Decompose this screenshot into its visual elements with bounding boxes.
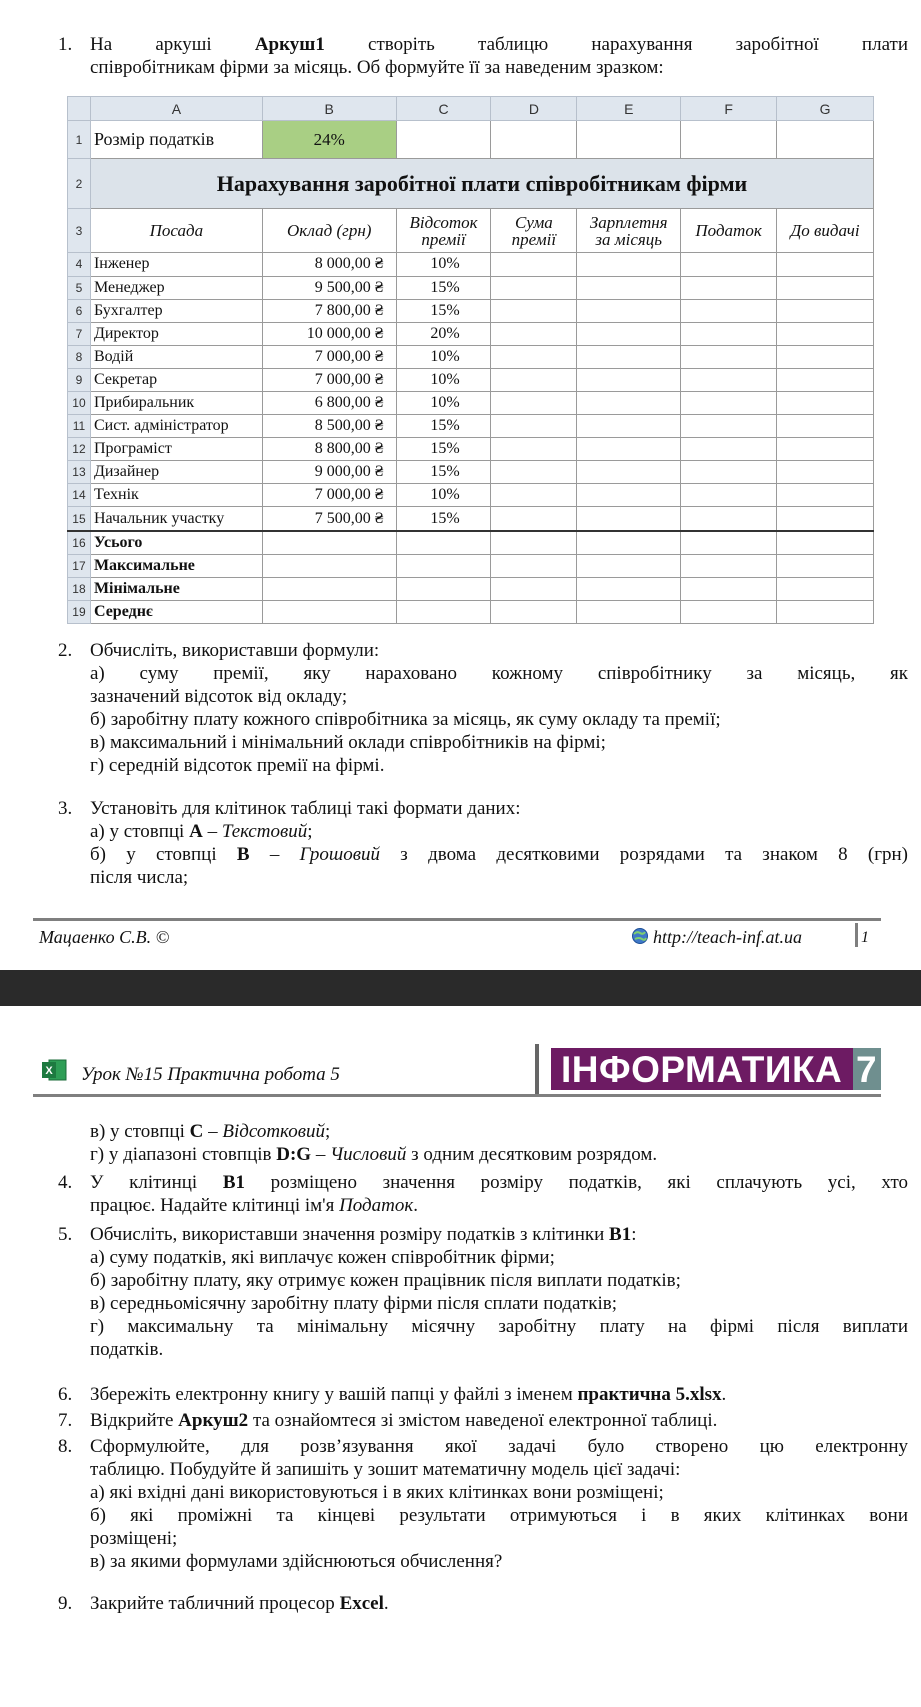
empty-cell[interactable] — [577, 577, 681, 600]
page-footer — [33, 918, 881, 953]
position-cell[interactable]: Прибиральник — [90, 391, 262, 414]
row-header[interactable]: 9 — [68, 368, 91, 391]
task-2-b: б) заробітну плату кожного співробітника за місяць, як суму окладу та премії; — [90, 709, 721, 730]
task-2-c: в) максимальний і мінімальний оклади співробітників на фірмі; — [90, 732, 606, 753]
empty-cell[interactable] — [396, 121, 491, 159]
summary-row — [68, 577, 874, 600]
task-8-a: а) які вхідні дані використовуються і в яких клітинках вони розміщені; — [90, 1482, 664, 1503]
position-cell[interactable]: Дизайнер — [90, 461, 262, 484]
empty-cell[interactable] — [491, 507, 577, 531]
task-8-b-1: б) які проміжні та кінцеві результати отримуються і в яких клітинках вони — [90, 1505, 908, 1526]
empty-cell[interactable] — [396, 531, 491, 555]
task-3-a — [90, 820, 908, 843]
task-number: 3. — [58, 798, 73, 819]
file-name: практична 5.xlsx — [577, 1384, 722, 1405]
empty-cell[interactable] — [577, 415, 681, 438]
task-5-b: б) заробітну плату, яку отримує кожен працівник після виплати податків; — [90, 1270, 681, 1291]
empty-cell[interactable] — [777, 484, 874, 507]
empty-cell[interactable] — [491, 554, 577, 577]
empty-cell[interactable] — [262, 531, 396, 555]
empty-cell[interactable] — [577, 507, 681, 531]
salary-cell[interactable]: 7 800,00 ₴ — [262, 299, 396, 322]
empty-cell[interactable] — [681, 507, 777, 531]
salary-cell[interactable]: 7 000,00 ₴ — [262, 368, 396, 391]
bonus-percent-cell[interactable]: 20% — [396, 322, 491, 345]
text: Закрийте табличний процесор — [90, 1593, 340, 1614]
salary-cell[interactable]: 8 000,00 ₴ — [262, 253, 396, 276]
header-position[interactable]: Посада — [90, 209, 262, 253]
empty-cell[interactable] — [681, 484, 777, 507]
task-3-v — [90, 1120, 908, 1143]
empty-cell[interactable] — [681, 415, 777, 438]
svg-text:X: X — [45, 1065, 53, 1077]
cell-ref: В1 — [222, 1172, 246, 1193]
empty-cell[interactable] — [262, 554, 396, 577]
text: – — [203, 1121, 223, 1142]
header-bonus-sum[interactable] — [491, 209, 577, 253]
row-header[interactable]: 1 — [68, 121, 91, 159]
column-header[interactable]: D — [491, 97, 577, 121]
table-title[interactable]: Нарахування заробітної плати співробітникам фірми — [90, 158, 873, 208]
empty-cell[interactable] — [577, 531, 681, 555]
empty-cell[interactable] — [577, 484, 681, 507]
text: – — [311, 1144, 331, 1165]
summary-label-cell[interactable]: Середнє — [90, 600, 262, 623]
empty-cell[interactable] — [491, 391, 577, 414]
empty-cell[interactable] — [681, 577, 777, 600]
empty-cell[interactable] — [681, 345, 777, 368]
text: На аркуші — [90, 34, 255, 55]
task-8-b-2: розміщені; — [90, 1528, 178, 1549]
format-name: Грошовий — [299, 844, 381, 865]
text: У клітинці — [90, 1172, 223, 1193]
empty-cell[interactable] — [777, 461, 874, 484]
column-header[interactable]: C — [396, 97, 491, 121]
empty-cell[interactable] — [681, 276, 777, 299]
salary-cell[interactable]: 10 000,00 ₴ — [262, 322, 396, 345]
table-row — [68, 438, 874, 461]
bonus-percent-cell[interactable]: 10% — [396, 253, 491, 276]
text: ; — [307, 821, 313, 842]
empty-cell[interactable] — [262, 577, 396, 600]
task-number: 6. — [58, 1384, 73, 1405]
task-2-d: г) середній відсоток премії на фірмі. — [90, 755, 385, 776]
text: розміщено значення розміру податків, які сплачують усі, хто — [245, 1172, 909, 1193]
task-5-d-1: г) максимальну та мінімальну місячну заробітну плату на фірмі після виплати — [90, 1316, 908, 1337]
format-name: Числовий — [330, 1144, 407, 1165]
text: . — [413, 1195, 419, 1216]
row-header[interactable]: 4 — [68, 253, 91, 276]
empty-cell[interactable] — [577, 276, 681, 299]
empty-cell[interactable] — [491, 577, 577, 600]
position-cell[interactable]: Директор — [90, 322, 262, 345]
empty-cell[interactable] — [577, 438, 681, 461]
table-row — [68, 415, 874, 438]
sheet-name: Аркуш2 — [178, 1410, 249, 1431]
salary-cell[interactable]: 6 800,00 ₴ — [262, 391, 396, 414]
column-header[interactable]: B — [262, 97, 396, 121]
salary-cell[interactable]: 7 500,00 ₴ — [262, 507, 396, 531]
bonus-percent-cell[interactable]: 15% — [396, 276, 491, 299]
text: : — [631, 1224, 637, 1245]
empty-cell[interactable] — [681, 322, 777, 345]
excel-icon — [41, 1058, 67, 1082]
header-bonus-percent[interactable] — [396, 209, 491, 253]
summary-row — [68, 531, 874, 555]
task-5-d-2: податків. — [90, 1339, 164, 1360]
task-1-line-1 — [90, 33, 908, 56]
cell-name: Податок — [339, 1195, 414, 1216]
page-number: 1 — [861, 929, 869, 946]
text: Збережіть електронну книгу у вашій папці у файлі з іменем — [90, 1384, 578, 1405]
table-row — [68, 253, 874, 276]
text: б) у стовпці — [90, 844, 237, 865]
text: працює. Надайте клітинці ім'я — [90, 1195, 340, 1216]
app-name: Excel — [339, 1593, 384, 1614]
table-row — [68, 368, 874, 391]
bonus-percent-cell[interactable]: 15% — [396, 461, 491, 484]
table-row — [68, 461, 874, 484]
salary-cell[interactable]: 9 500,00 ₴ — [262, 276, 396, 299]
empty-cell[interactable] — [491, 461, 577, 484]
empty-cell[interactable] — [491, 121, 577, 159]
text: з одним десятковим розрядом. — [406, 1144, 658, 1165]
row-header[interactable]: 11 — [68, 415, 91, 438]
bonus-percent-cell[interactable]: 15% — [396, 507, 491, 531]
tax-value-cell[interactable]: 24% — [262, 121, 396, 159]
empty-cell[interactable] — [396, 577, 491, 600]
row-header[interactable]: 15 — [68, 507, 91, 531]
task-9-line — [90, 1592, 908, 1615]
position-cell[interactable]: Начальник участку — [90, 507, 262, 531]
summary-row — [68, 554, 874, 577]
empty-cell[interactable] — [491, 415, 577, 438]
empty-cell[interactable] — [777, 577, 874, 600]
empty-cell[interactable] — [777, 253, 874, 276]
empty-cell[interactable] — [681, 299, 777, 322]
column-ref: А — [189, 821, 203, 842]
text: . — [721, 1384, 727, 1405]
salary-cell[interactable]: 8 500,00 ₴ — [262, 415, 396, 438]
empty-cell[interactable] — [491, 322, 577, 345]
footer-divider — [855, 923, 858, 947]
empty-cell[interactable] — [777, 507, 874, 531]
salary-cell[interactable]: 8 800,00 ₴ — [262, 438, 396, 461]
bonus-percent-cell[interactable]: 10% — [396, 345, 491, 368]
empty-cell[interactable] — [681, 253, 777, 276]
position-cell[interactable]: Бухгалтер — [90, 299, 262, 322]
empty-cell[interactable] — [491, 531, 577, 555]
header-line: Сума — [514, 212, 553, 232]
text: Обчисліть, використавши значення розміру податків з клітинки — [90, 1224, 610, 1245]
column-ref: С — [189, 1121, 204, 1142]
header-salary[interactable]: Оклад (грн) — [262, 209, 396, 253]
task-6-line — [90, 1383, 908, 1406]
table-row — [68, 322, 874, 345]
task-5-intro — [90, 1223, 908, 1246]
salary-cell[interactable]: 7 000,00 ₴ — [262, 484, 396, 507]
header-line: за місяць — [595, 229, 663, 249]
empty-cell[interactable] — [491, 253, 577, 276]
empty-cell[interactable] — [577, 368, 681, 391]
table-row — [68, 276, 874, 299]
empty-cell[interactable] — [681, 438, 777, 461]
empty-cell[interactable] — [491, 299, 577, 322]
bonus-percent-cell[interactable]: 15% — [396, 415, 491, 438]
empty-cell[interactable] — [777, 554, 874, 577]
text: створіть таблицю нарахування заробітної плати — [324, 34, 908, 55]
task-4-line-2 — [90, 1194, 908, 1217]
summary-label-cell[interactable]: Усього — [90, 531, 262, 555]
task-2-a-2: зазначений відсоток від окладу; — [90, 686, 348, 707]
text: а) у стовпці — [90, 821, 190, 842]
column-header[interactable]: G — [777, 97, 874, 121]
empty-cell[interactable] — [681, 368, 777, 391]
salary-cell[interactable]: 7 000,00 ₴ — [262, 345, 396, 368]
empty-cell[interactable] — [777, 299, 874, 322]
page-separator — [0, 970, 921, 1006]
select-all-corner[interactable] — [68, 97, 91, 121]
empty-cell[interactable] — [577, 299, 681, 322]
position-cell[interactable]: Секретар — [90, 368, 262, 391]
empty-cell[interactable] — [681, 554, 777, 577]
text: Відкрийте — [90, 1410, 179, 1431]
position-cell[interactable]: Водій — [90, 345, 262, 368]
table-row — [68, 484, 874, 507]
summary-row — [68, 600, 874, 623]
row-header[interactable]: 2 — [68, 158, 91, 208]
author: Мацаенко С.В. © — [39, 927, 170, 947]
row-header[interactable]: 6 — [68, 299, 91, 322]
empty-cell[interactable] — [577, 461, 681, 484]
bonus-percent-cell[interactable]: 10% — [396, 368, 491, 391]
table-row — [68, 345, 874, 368]
task-1-line-2: співробітникам фірми за місяць. Об формуйте її за наведеним зразком: — [90, 57, 664, 78]
table-row — [68, 507, 874, 531]
header-line: премії — [421, 229, 466, 249]
page-2 — [0, 1006, 921, 1707]
header-line: Відсоток — [409, 212, 478, 232]
bonus-percent-cell[interactable]: 10% — [396, 484, 491, 507]
row-header[interactable]: 13 — [68, 461, 91, 484]
task-number: 1. — [58, 34, 73, 55]
task-4-line-1 — [90, 1171, 908, 1194]
empty-cell[interactable] — [777, 322, 874, 345]
row-header[interactable]: 5 — [68, 276, 91, 299]
text: ; — [324, 1121, 331, 1142]
empty-cell[interactable] — [777, 345, 874, 368]
task-8-c: в) за якими формулами здійснюються обчислення? — [90, 1551, 503, 1572]
task-number: 8. — [58, 1436, 73, 1457]
row-header[interactable]: 14 — [68, 484, 91, 507]
row-header[interactable]: 8 — [68, 345, 91, 368]
text: . — [383, 1593, 389, 1614]
brand-grade: 7 — [856, 1049, 877, 1090]
empty-cell[interactable] — [491, 484, 577, 507]
brand-box — [551, 1048, 881, 1090]
task-number: 2. — [58, 640, 73, 661]
empty-cell[interactable] — [577, 253, 681, 276]
empty-cell[interactable] — [777, 368, 874, 391]
empty-cell[interactable] — [777, 438, 874, 461]
task-number: 7. — [58, 1410, 73, 1431]
position-cell[interactable]: Програміст — [90, 438, 262, 461]
row-header[interactable]: 3 — [68, 209, 91, 253]
row-header[interactable]: 10 — [68, 391, 91, 414]
task-8-line-1: Сформулюйте, для розв’язування якої задачі було створено цю електронну — [90, 1436, 908, 1457]
empty-cell[interactable] — [396, 600, 491, 623]
brand-grade-box — [853, 1048, 881, 1090]
column-header[interactable]: F — [681, 97, 777, 121]
table-row — [68, 391, 874, 414]
empty-cell[interactable] — [681, 121, 777, 159]
salary-cell[interactable]: 9 000,00 ₴ — [262, 461, 396, 484]
empty-cell[interactable] — [577, 322, 681, 345]
brand-logo — [535, 1044, 885, 1094]
bonus-percent-cell[interactable]: 15% — [396, 299, 491, 322]
site-link[interactable]: http://teach-inf.at.ua — [653, 927, 802, 947]
brand-text: ІНФОРМАТИКА — [561, 1049, 843, 1090]
task-2-intro: Обчисліть, використавши формули: — [90, 640, 380, 661]
bonus-percent-cell[interactable]: 10% — [396, 391, 491, 414]
empty-cell[interactable] — [777, 415, 874, 438]
column-ref: В — [236, 844, 250, 865]
summary-label-cell[interactable]: Мінімальне — [90, 577, 262, 600]
empty-cell[interactable] — [681, 391, 777, 414]
tax-label-cell[interactable]: Розмір податків — [90, 121, 262, 159]
row-header[interactable]: 17 — [68, 554, 91, 577]
task-number: 4. — [58, 1172, 73, 1193]
text: г) у діапазоні стовпців — [90, 1144, 277, 1165]
lesson-title: Урок №15 Практична робота 5 — [81, 1064, 340, 1085]
empty-cell[interactable] — [577, 391, 681, 414]
row-header[interactable]: 18 — [68, 577, 91, 600]
empty-cell[interactable] — [777, 276, 874, 299]
globe-icon — [631, 927, 649, 945]
text: та ознайомтеся зі змістом наведеної електронної таблиці. — [248, 1410, 718, 1431]
task-number: 9. — [58, 1593, 73, 1614]
empty-cell[interactable] — [777, 600, 874, 623]
empty-cell[interactable] — [681, 461, 777, 484]
cell-ref: В1 — [609, 1224, 632, 1245]
column-header[interactable]: E — [577, 97, 681, 121]
empty-cell[interactable] — [491, 438, 577, 461]
row-header[interactable]: 19 — [68, 600, 91, 623]
empty-cell[interactable] — [577, 554, 681, 577]
task-3-intro: Установіть для клітинок таблиці такі формати даних: — [90, 798, 521, 819]
position-cell[interactable]: Інженер — [90, 253, 262, 276]
row-header[interactable]: 7 — [68, 322, 91, 345]
empty-cell[interactable] — [262, 600, 396, 623]
position-cell[interactable]: Сист. адміністратор — [90, 415, 262, 438]
empty-cell[interactable] — [777, 531, 874, 555]
row-header[interactable]: 12 — [68, 438, 91, 461]
position-cell[interactable]: Менеджер — [90, 276, 262, 299]
task-3-g — [90, 1143, 908, 1166]
empty-cell[interactable] — [577, 345, 681, 368]
header-monthly-pay[interactable] — [577, 209, 681, 253]
empty-cell[interactable] — [396, 554, 491, 577]
sheet-name: Аркуш1 — [254, 34, 325, 55]
text: – — [202, 821, 222, 842]
bonus-percent-cell[interactable]: 15% — [396, 438, 491, 461]
text: – — [249, 844, 300, 865]
task-3-b-end: після числа; — [90, 867, 189, 888]
empty-cell[interactable] — [681, 600, 777, 623]
header-line: Зарплетня — [589, 212, 668, 232]
empty-cell[interactable] — [577, 121, 681, 159]
summary-label-cell[interactable]: Максимальне — [90, 554, 262, 577]
empty-cell[interactable] — [491, 368, 577, 391]
empty-cell[interactable] — [777, 391, 874, 414]
task-5-c: в) середньомісячну заробітну плату фірми після сплати податків; — [90, 1293, 618, 1314]
column-header[interactable]: A — [90, 97, 262, 121]
empty-cell[interactable] — [777, 121, 874, 159]
task-8-line-2: таблицю. Побудуйте й запишіть у зошит математичну модель цієї задачі: — [90, 1459, 681, 1480]
format-name: Відсотковий — [222, 1121, 325, 1142]
header-net-pay[interactable]: До видачі — [777, 209, 874, 253]
position-cell[interactable]: Технік — [90, 484, 262, 507]
column-ref: D:G — [276, 1144, 312, 1165]
page-header — [33, 1040, 881, 1097]
format-name: Текстовий — [221, 821, 308, 842]
task-7-line — [90, 1409, 908, 1432]
empty-cell[interactable] — [681, 531, 777, 555]
task-3-b — [90, 843, 908, 866]
header-tax[interactable]: Податок — [681, 209, 777, 253]
text: в) у стовпці — [90, 1121, 190, 1142]
task-number: 5. — [58, 1224, 73, 1245]
empty-cell[interactable] — [491, 345, 577, 368]
table-row — [68, 299, 874, 322]
spreadsheet — [67, 96, 874, 624]
empty-cell[interactable] — [577, 600, 681, 623]
row-header[interactable]: 16 — [68, 531, 91, 555]
header-line: премії — [511, 229, 557, 249]
text: з двома десятковими розрядами та знаком 8 (грн) — [380, 844, 909, 865]
empty-cell[interactable] — [491, 276, 577, 299]
task-5-a: а) суму податків, які виплачує кожен співробітник фірми; — [90, 1247, 555, 1268]
empty-cell[interactable] — [491, 600, 577, 623]
task-2-a-1: а) суму премії, яку нараховано кожному співробітнику за місяць, як — [90, 663, 908, 684]
